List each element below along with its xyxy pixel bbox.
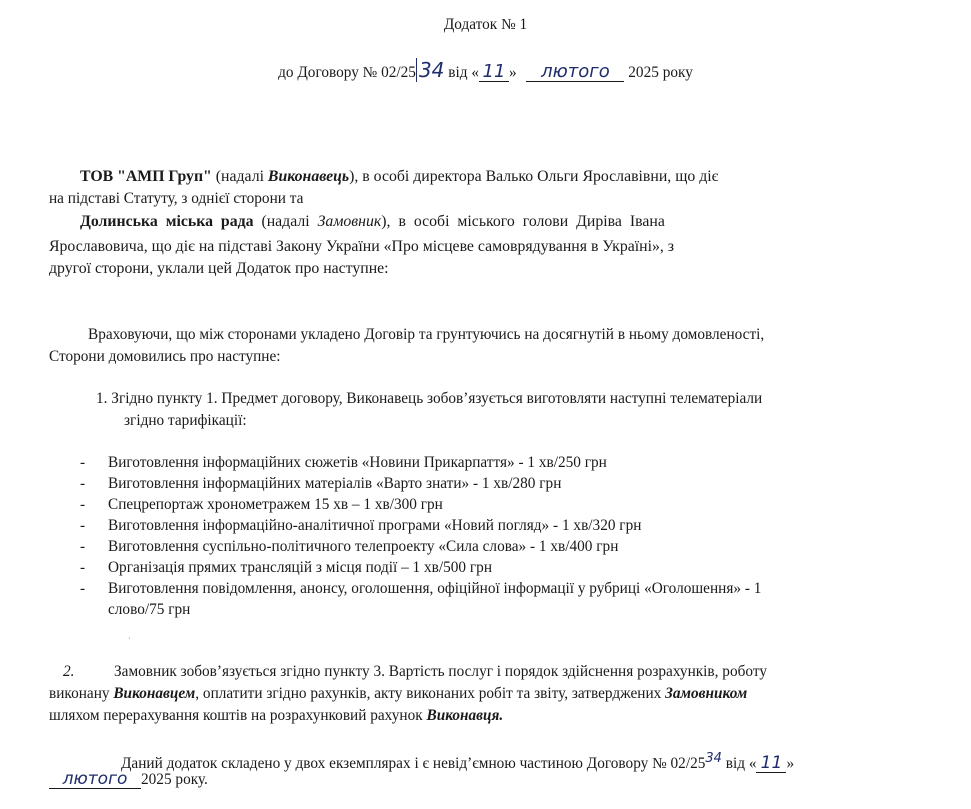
section2-role-executor-gen: Виконавця. xyxy=(426,707,504,724)
intro-line1: Враховуючи, що між сторонами укладено Договір та грунтуючись на досягнутій в ньому домовленості, xyxy=(88,326,765,343)
stray-mark: · xyxy=(128,634,131,643)
quote-close: » xyxy=(508,64,517,81)
bullet: - xyxy=(80,517,86,534)
section2-text-a: виконану xyxy=(49,685,114,702)
closing-line1 xyxy=(121,748,794,774)
contract-reference xyxy=(0,60,971,83)
bullet: - xyxy=(80,559,86,576)
list-item-continuation: слово/75 грн xyxy=(108,601,191,618)
list-item: Виготовлення інформаційно-аналітичної програми «Новий погляд» - 1 хв/320 грн xyxy=(108,517,642,534)
bullet: - xyxy=(80,454,86,471)
party1-line1 xyxy=(80,166,718,187)
section1-line2: згідно тарифікації: xyxy=(124,412,247,429)
list-item: Виготовлення інформаційних сюжетів «Новини Прикарпаття» - 1 хв/250 грн xyxy=(108,454,607,471)
bullet: - xyxy=(80,496,86,513)
bullet: - xyxy=(80,580,86,597)
section2-line2 xyxy=(49,683,747,704)
section2-number: 2. xyxy=(63,663,75,680)
party2-text-b: ), в особі міського голови Диріва Івана xyxy=(381,213,665,230)
party1-text-b: ), в особі директора Валько Ольги Ярославівни, що діє xyxy=(349,168,719,185)
closing-line2 xyxy=(49,769,208,790)
party2-text-a: (надалі xyxy=(253,213,318,230)
party1-name: ТОВ "АМП Груп" xyxy=(80,168,212,185)
closing-text: Даний додаток складено у двох екземплярах і є невід’ємною частиною Договору № 02/25 xyxy=(121,755,706,773)
bullet: - xyxy=(80,538,86,555)
party1-role: Виконавець xyxy=(267,168,350,185)
date-from-label: від « xyxy=(448,64,479,81)
list-item: Організація прямих трансляцій з місця події – 1 хв/500 грн xyxy=(108,559,493,576)
day-handwritten: 11 xyxy=(479,63,509,82)
section2-role-customer: Замовником xyxy=(665,685,748,702)
contract-number-handwritten: 34 xyxy=(416,58,444,82)
section2-text-b: , оплатити згідно рахунків, акту виконаних робіт та звіту, затверджених xyxy=(195,685,666,702)
list-item: Спецрепортаж хронометражем 15 хв – 1 хв/300 грн xyxy=(108,496,443,513)
party1-line2: на підставі Статуту, з однієї сторони та xyxy=(49,190,304,207)
section1-line1: 1. Згідно пункту 1. Предмет договору, Виконавець зобов’язується виготовляти наступні телематеріали xyxy=(96,390,763,407)
annex-title: Додаток № 1 xyxy=(443,16,528,33)
section2-text-c: шляхом перерахування коштів на розрахунковий рахунок xyxy=(49,707,427,724)
closing-number-handwritten: 34 xyxy=(705,751,722,766)
contract-prefix: до Договору № 02/25 xyxy=(278,64,416,81)
intro-line2: Сторони домовились про наступне: xyxy=(49,348,281,365)
closing-month-handwritten: лютого xyxy=(49,770,141,789)
closing-quote-close: » xyxy=(786,755,795,773)
section2-number-wrap xyxy=(63,661,74,682)
closing-date-from: від « xyxy=(721,755,757,773)
year-text: 2025 року xyxy=(628,64,693,81)
party2-line2: Ярославовича, що діє на підставі Закону України «Про місцеве самоврядування в Україні», з xyxy=(49,238,675,255)
month-handwritten: лютого xyxy=(526,63,624,82)
party1-text-a: (надалі xyxy=(211,168,268,185)
closing-day-handwritten: 11 xyxy=(756,754,786,773)
closing-year-text: 2025 року. xyxy=(141,771,208,788)
section2-line1: Замовник зобов’язується згідно пункту 3. Вартість послуг і порядок здійснення розрахунків, роботу xyxy=(114,663,767,680)
party2-role: Замовник xyxy=(317,213,382,230)
party2-line3: другої сторони, уклали цей Додаток про наступне: xyxy=(49,260,389,277)
list-item: Виготовлення суспільно-політичного телепроекту «Сила слова» - 1 хв/400 грн xyxy=(108,538,619,555)
list-item: Виготовлення інформаційних матеріалів «Варто знати» - 1 хв/280 грн xyxy=(108,475,562,492)
party2-line1 xyxy=(80,211,665,232)
section2-role-executor: Виконавцем xyxy=(113,685,196,702)
bullet: - xyxy=(80,475,86,492)
section2-line3 xyxy=(49,705,503,726)
list-item: Виготовлення повідомлення, анонсу, оголошення, офіційної інформації у рубриці «Оголошення» - 1 xyxy=(108,580,762,597)
party2-name: Долинська міська рада xyxy=(80,213,254,230)
